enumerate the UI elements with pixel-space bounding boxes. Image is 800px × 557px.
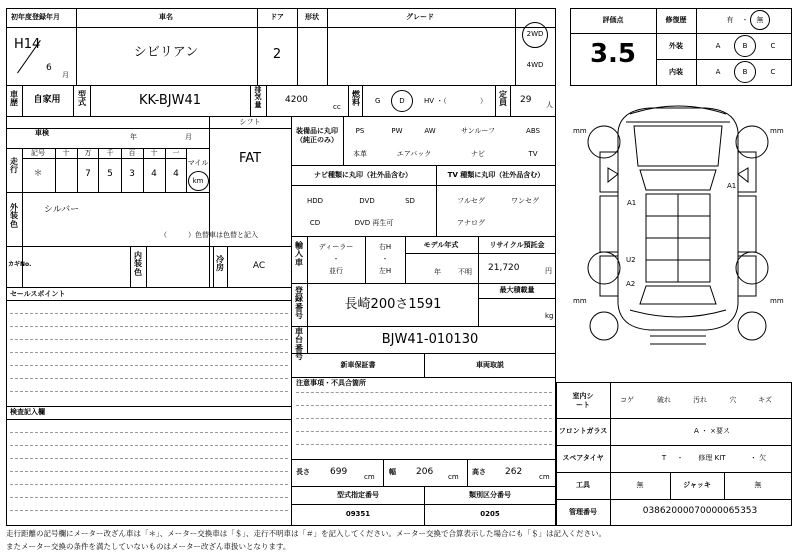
spare-t: T <box>661 454 667 462</box>
usage-value: 自家用 <box>33 95 61 105</box>
import-right: 右H <box>378 243 392 251</box>
mm-label-2: mm <box>770 127 784 135</box>
first-reg-month-unit: 月 <box>62 71 69 79</box>
height-label: 高さ <box>472 468 486 476</box>
width-value: 206 <box>416 467 434 477</box>
mileage-symbol: ＊ <box>33 169 43 179</box>
spare-kit: 修理 KIT <box>698 454 726 462</box>
exterior-label: 外装 <box>669 42 683 50</box>
ac-value: AC <box>252 261 266 271</box>
mm-label-3: mm <box>573 297 587 305</box>
import-dot: ・ <box>332 255 340 263</box>
seat-yabure: 破れ <box>657 396 671 404</box>
plate-label: 登録番号 <box>295 286 303 321</box>
tools-label: 工具 <box>576 481 590 489</box>
import-lr-dot: ・ <box>381 255 389 263</box>
key-label: カギNo. <box>8 261 32 268</box>
recycle-value: 21,720 <box>488 263 520 273</box>
mm-label-1: mm <box>573 127 587 135</box>
mileage-unit-3: 百 <box>128 149 136 157</box>
equipment-sunroof: サンルーフ <box>460 127 496 135</box>
first-reg-month: 6 <box>46 63 52 73</box>
exterior-b: B <box>742 42 748 50</box>
damage-mark-a2: A2 <box>626 280 636 288</box>
notes-label: 注意事項・不具合箇所 <box>296 379 366 387</box>
mileage-digit-2: 3 <box>129 169 135 179</box>
usage-label: 車歴 <box>10 90 18 108</box>
equipment-tv: TV <box>528 150 538 158</box>
mileage-unit-1: 万 <box>84 149 92 157</box>
max-load-unit: kg <box>545 312 554 320</box>
import-dealer: ディーラー <box>318 243 354 251</box>
car-name-value: シビリアン <box>133 45 199 60</box>
mileage-kigo-label: 記号 <box>31 149 45 157</box>
repair-dot: ・ <box>741 16 749 24</box>
equipment-pw: PW <box>391 127 403 135</box>
interior-c: C <box>770 68 776 76</box>
fuel-label: 燃料 <box>352 90 360 108</box>
equipment-airbag: エアバック <box>396 150 432 158</box>
capacity-label: 定員 <box>499 90 507 108</box>
first-reg-year: H14 <box>14 37 41 52</box>
repair-yes: 有 <box>726 16 734 24</box>
fuel-g: G <box>375 97 381 105</box>
equipment-abs: ABS <box>526 127 540 135</box>
navi-sd: SD <box>405 197 415 205</box>
equipment-aw: AW <box>424 127 436 135</box>
interior-b: B <box>742 68 748 76</box>
height-value: 262 <box>505 467 523 477</box>
disp-label: 排気量 <box>254 86 262 109</box>
fuel-hv: HV ・（ <box>424 97 447 105</box>
seat-ana: 穴 <box>729 396 737 404</box>
sales-points-label: セールスポイント <box>10 290 66 298</box>
shift-value: FAT <box>238 151 262 166</box>
model-year-label: モデル年式 <box>423 241 459 249</box>
mileage-km: km <box>192 177 204 185</box>
navi-label: ナビ種類に丸印（社外品含む） <box>314 171 412 179</box>
width-label: 幅 <box>389 468 396 476</box>
model-year-value: 不明 <box>458 268 472 276</box>
footer-line-1: 走行距離の記号欄にメーター改ざん車は「＊」、メーター交換車は「＄」、走行不明車は「＃」を記入してください。メーター交換で合算表示した場合にも「＄」は記入ください。 <box>6 529 606 538</box>
equipment-ps: PS <box>355 127 365 135</box>
warranty-manual: 車両取説 <box>476 361 504 369</box>
type-no-label: 型式指定番号 <box>337 491 379 499</box>
drive-4wd: 4WD <box>526 61 544 69</box>
navi-dvd-play: DVD 再生可 <box>354 219 394 227</box>
model-year-unit: 年 <box>434 268 441 276</box>
mileage-label: 走行 <box>10 157 18 175</box>
import-label: 輸入車 <box>295 241 303 267</box>
import-left: 左H <box>378 267 392 275</box>
mileage-mile: マイル <box>187 159 209 167</box>
capacity-unit: 人 <box>546 101 553 109</box>
model-label: 型式 <box>78 90 86 108</box>
inspection-label: 車検 <box>35 129 49 137</box>
width-unit: cm <box>448 473 459 481</box>
plate-value: 長崎200さ1591 <box>344 297 442 312</box>
car-name-header: 車名 <box>159 13 173 21</box>
equipment-navi: ナビ <box>471 150 485 158</box>
drive-2wd: 2WD <box>526 30 544 38</box>
color-label: 外装色 <box>10 203 18 229</box>
mileage-digit-0: 7 <box>85 169 91 179</box>
navi-dvd: DVD <box>359 197 375 205</box>
warranty-new: 新車保証書 <box>340 361 376 369</box>
color-note: （ ）色替車は色替と記入 <box>160 231 258 239</box>
height-unit: cm <box>539 473 550 481</box>
fuel-d: D <box>399 97 405 105</box>
length-label: 長さ <box>296 468 310 476</box>
disp-value: 4200 <box>285 95 308 105</box>
model-value: KK-BJW41 <box>138 93 202 108</box>
score-value: 3.5 <box>589 39 637 69</box>
navi-cd: CD <box>309 219 321 227</box>
jack-value: 無 <box>754 481 762 489</box>
mileage-unit-5: 一 <box>172 149 180 157</box>
mileage-digit-1: 5 <box>107 169 113 179</box>
import-parallel: 並行 <box>329 267 343 275</box>
max-load-label: 最大積載量 <box>499 286 535 294</box>
tv-label: TV 種類に丸印（社外品含む） <box>447 171 545 179</box>
seat-yogore: 汚れ <box>693 396 707 404</box>
class-no-value: 0205 <box>480 510 500 518</box>
recycle-yen: 円 <box>545 267 552 275</box>
length-value: 699 <box>330 467 348 477</box>
interior-label: 内装 <box>669 68 683 76</box>
grade-header: グレード <box>406 13 434 21</box>
shape-header: 形状 <box>305 13 319 21</box>
spare-dot: ・ <box>676 454 684 462</box>
length-unit: cm <box>364 473 375 481</box>
exterior-c: C <box>770 42 776 50</box>
class-no-label: 類別区分番号 <box>469 491 511 499</box>
door-value: 2 <box>272 47 282 62</box>
mgmt-label: 管理番号 <box>569 508 597 516</box>
mileage-unit-2: 千 <box>106 149 114 157</box>
type-no-value: 09351 <box>345 510 371 518</box>
chassis-value: BJW41-010130 <box>381 332 479 347</box>
repair-label: 修復歴 <box>665 16 687 24</box>
mileage-digit-4: 4 <box>173 169 179 179</box>
door-header: ドア <box>270 13 284 21</box>
mm-label-4: mm <box>770 297 784 305</box>
glass-label: フロントガラス <box>558 427 608 435</box>
fuel-close: ） <box>480 97 487 105</box>
capacity-value: 29 <box>520 95 532 105</box>
navi-hdd: HDD <box>306 197 324 205</box>
first-reg-header: 初年度登録年月 <box>11 13 60 21</box>
inspection-month: 月 <box>185 133 192 141</box>
shift-label: シフト <box>239 118 261 126</box>
interior-a: A <box>715 68 721 76</box>
inspection-notes-label: 検査記入欄 <box>10 408 45 416</box>
glass-value: A ・ ×要ス <box>693 427 731 435</box>
spare-label: スペアタイヤ <box>562 454 604 462</box>
damage-mark-u2: U2 <box>626 256 636 264</box>
tv-analog: アナログ <box>457 219 485 227</box>
footer-line-2: またメーター交換の条件を満たしていないものはメーター改ざん車扱いとなります。 <box>6 542 291 551</box>
inspection-year: 年 <box>130 133 137 141</box>
mileage-digit-3: 4 <box>151 169 157 179</box>
seat-label: 室内シート <box>572 392 594 410</box>
equipment-label: 装備品に丸印（純正のみ） <box>296 127 338 144</box>
recycle-label: リサイクル預託金 <box>489 241 545 249</box>
tv-oneseg: ワンセグ <box>511 197 539 205</box>
damage-mark-a1-left: A1 <box>627 199 637 207</box>
repair-no: 無 <box>756 16 764 24</box>
disp-unit: cc <box>333 103 341 111</box>
mileage-unit-4: 十 <box>150 149 158 157</box>
score-label: 評価点 <box>602 16 624 24</box>
spare-none: ・ 欠 <box>749 454 767 462</box>
mileage-unit-0: 十 <box>62 149 70 157</box>
color-value: シルバー <box>44 205 80 215</box>
chassis-label: 車台番号 <box>295 327 303 362</box>
exterior-a: A <box>715 42 721 50</box>
ac-label: 冷房 <box>216 255 224 273</box>
mgmt-value: 03862000070000065353 <box>642 506 758 516</box>
jack-label: ジャッキ <box>683 481 711 489</box>
car-damage-diagram <box>560 92 796 382</box>
tv-fullseg: フルセグ <box>457 197 485 205</box>
interior-color-label: 内装色 <box>134 251 142 277</box>
seat-koge: コゲ <box>620 396 634 404</box>
equipment-leather: 本革 <box>353 150 367 158</box>
damage-mark-a1-right: A1 <box>727 182 737 190</box>
seat-kizu: キズ <box>758 396 772 404</box>
tools-value: 無 <box>636 481 644 489</box>
